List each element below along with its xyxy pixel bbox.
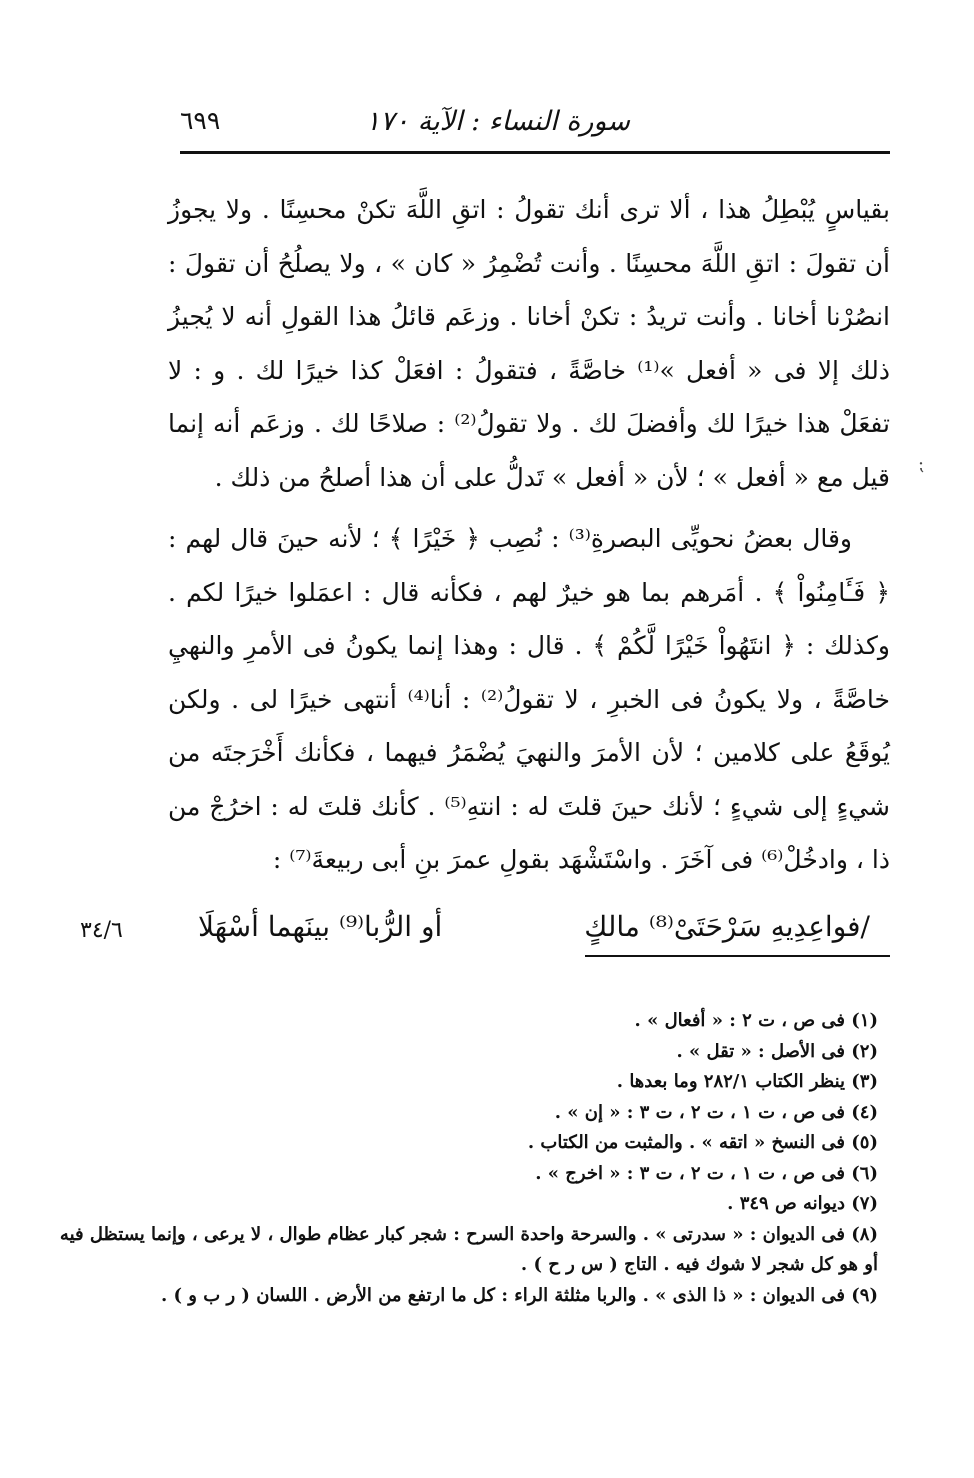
footnotes	[59, 1006, 878, 1311]
margin-mark: ⁏	[918, 454, 925, 475]
footnote-separator	[585, 955, 890, 957]
footnote: (٢) فى الأصل : « تقل » .	[676, 1040, 878, 1062]
footnote: (٣) ينظر الكتاب ٢٨٢/١ وما بعدها .	[616, 1071, 878, 1092]
footnote: (٧) ديوانه ص ٣٤٩ .	[727, 1193, 878, 1214]
footnote-continuation: أو هو كل شجر لا شوك فيه . التاج ( س ر ح ) .	[520, 1254, 878, 1275]
main-text	[168, 183, 890, 887]
poetry-verse	[180, 902, 880, 952]
paragraph-2: وقال بعضُ نحويِّى البصرةِ⁽³⁾ : نُصِب ﴿ خَيْرًا ﴾ ؛ لأنه حينَ قال لهم : ﴿ فَـَٔامِنُواْ ﴾ . أمَرهم بما هو خيرٌ لهم ، فكأنه قال : اعمَلوا خيرًا لكم . وكذلك : ﴿ انتَهُواْ خَيْرًا لَّكُمْ ﴾ . قال : وهذا إنما يكونُ فى الأمرِ والنهيِ خاصَّةً ، ولا يكونُ فى الخبرِ ، لا تقولُ⁽²⁾ : أنا⁽⁴⁾ أنتهى خيرًا لى . ولكن يُوقَعُ على كلامين ؛ لأن الأمرَ والنهيَ يُضْمَرُ فيهما ، فكأنك أَخْرَجتَه من شيءٍ إلى شيءٍ ؛ لأنك حينَ قلتَ له : انتهِ⁽⁵⁾ . كأنك قلتَ له : اخرُجْ من ذا ، وادخُلْ⁽⁶⁾ فى آخَرَ . واسْتَشْهَد بقولِ عمرَ بنِ أبى ربيعةَ⁽⁷⁾ :	[168, 524, 890, 874]
footnote: (٨) فى الديوان : « سدرتى » . والسرحة واحدة السرح : شجر كبار عظام طوال ، لا يرعى ، وإنما يستظل فيه	[59, 1223, 878, 1245]
footnote: (١) فى ص ، ت ٢ : « أفعال » .	[634, 1010, 878, 1031]
verse-second-hemistich: أو الرُّبا⁽⁹⁾ بينَهما أسْهَلَا	[198, 910, 443, 943]
margin-reference: ٣٤/٦	[80, 918, 123, 943]
footnote: (٦) فى ص ، ت ١ ، ت ٢ ، ت ٣ : « اخرج » .	[535, 1162, 878, 1184]
footnote: (٩) فى الديوان : « ذا الذى » . والربا مثلثة الراء : كل ما ارتفع من الأرض . اللسان ( ر ب و ) .	[160, 1284, 878, 1306]
header-rule	[180, 151, 890, 154]
paragraph-1: بقياسٍ يُبْطِلُ هذا ، ألا ترى أنك تقولُ : اتقِ اللَّهَ تكنْ محسِنًا . ولا يجوزُ أن تقولَ : اتقِ اللَّهَ محسِنًا . وأنت تُضْمِرُ « كان » ، ولا يصلُحُ أن تقولَ : انصُرْنا أخانا . وأنت تريدُ : تكنْ أخانا . وزعَم قائلُ هذا القولِ أنه لا يُجيزُ ذلك إلا فى « أفعل »⁽¹⁾ خاصَّةً ، فتقولُ : افعَلْ كذا خيرًا لك . و : لا تفعَلْ هذا خيرًا لك وأفضلَ لك . ولا تقولُ⁽²⁾ : صلاحًا لك . وزعَم أنه إنما قيل مع « أفعل » ؛ لأن « أفعل » تَدلُّ على أن هذا أصلحُ من ذلك .	[168, 195, 890, 492]
page-number: ٦٩٩	[180, 106, 221, 135]
footnote: (٥) فى النسخ « اتقه » . والمثبت من الكتاب .	[527, 1132, 878, 1153]
verse-first-hemistich: /فواعِدِيهِ سَرْحَتَىْ⁽⁸⁾ مالكٍ	[584, 910, 870, 943]
running-header	[180, 88, 890, 148]
footnote: (٤) فى ص ، ت ١ ، ت ٢ ، ت ٣ : « إن » .	[554, 1101, 878, 1123]
running-title: سورة النساء : الآية ١٧٠	[365, 106, 630, 137]
